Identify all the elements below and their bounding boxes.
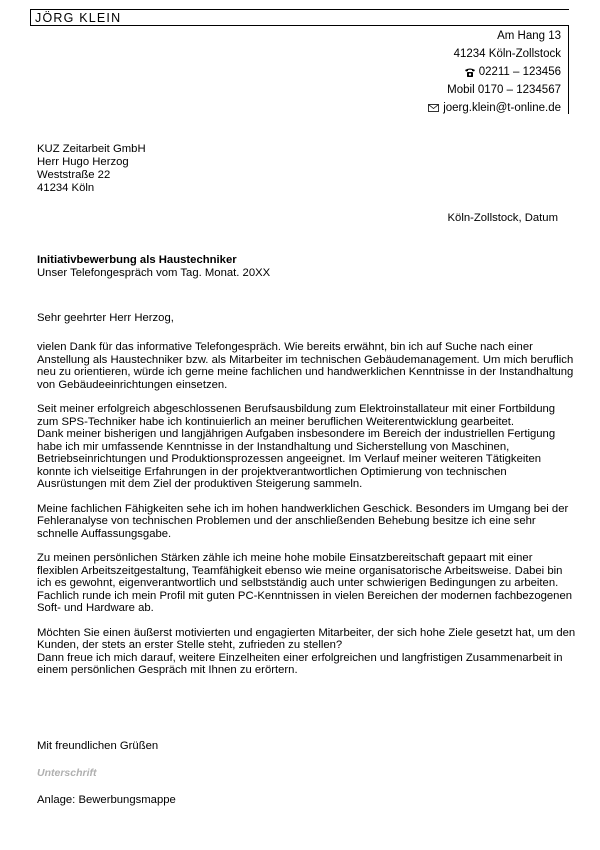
phone-icon [465, 68, 475, 76]
sender-phone-text: 02211 – 123456 [478, 66, 561, 78]
sender-email [369, 99, 561, 117]
recipient-address [37, 143, 146, 195]
letter-body [37, 341, 577, 677]
sender-name: JÖRG KLEIN [30, 9, 569, 26]
recipient-street: Weststraße 22 [37, 169, 111, 181]
subject-reference: Unser Telefongespräch vom Tag. Monat. 20XX [37, 267, 271, 279]
salutation: Sehr geehrter Herr Herzog, [37, 312, 174, 324]
sender-street-text: Am Hang 13 [497, 30, 561, 42]
recipient-city: 41234 Köln [37, 182, 95, 194]
paragraph-intro: vielen Dank für das informative Telefongespräch. Wie bereits erwähnt, bin ich auf Suche nach einer Anstellung als Haustechniker bzw. als Mitarbeiter im technischen Gebäudemanagement. Um mich beruflich neu zu orientieren, würde ich gerne meine fachlichen und handwerklichen Kenntnisse in der Instandhaltung von Gebäudeeinrichtungen einsetzen. [37, 341, 574, 391]
paragraph-strengths: Zu meinen persönlichen Stärken zähle ich meine hohe mobile Einsatzbereitschaft gepaart mit einer flexiblen Arbeitszeitgestaltung, Teamfähigkeit ebenso wie meine organisatorische Arbeitsweise. Dabei bin ich es gewohnt, eigenverantwortlich und selbstständig auch unter schwierigen Bedingungen zu arbeiten. Fachlich runde ich mein Profil mit guten PC-Kenntnissen in vielen Bereichen der modernen fachbezogenen Soft- und Hardware ab. [37, 552, 573, 614]
enclosure: Anlage: Bewerbungsmappe [37, 794, 176, 806]
paragraph-outlook: Dann freue ich mich darauf, weitere Einzelheiten einer erfolgreichen und langfristigen Zusammenarbeit in einem persönlichen Gespräch mit Ihnen zu erörtern. [37, 651, 563, 676]
place-date: Köln-Zollstock, Datum [447, 212, 558, 224]
sender-phone [369, 63, 561, 81]
paragraph-experience: Dank meiner bisherigen und langjährigen Aufgaben insbesondere im Bereich der industriellen Fertigung habe ich mir umfassende Kenntnisse in der Instandhaltung und Sicherstellung von Maschinen, Betriebseinrichtungen und Produktionsprozessen angeeignet. Im Verlauf meiner weiteren Tätigkeiten konnte ich vielseitige Erfahrungen in der projektverantwortlichen Optimierung von technischen Ausrüstungen mit dem Ziel der produktiven Steigerung sammeln. [37, 428, 556, 490]
sender-address-block [369, 26, 569, 114]
envelope-icon [428, 104, 439, 112]
sender-mobile [369, 81, 561, 99]
paragraph-education: Seit meiner erfolgreich abgeschlossenen Berufsausbildung zum Elektroinstallateur mit einer Fortbildung zum SPS-Techniker habe ich kontinuierlich an meiner beruflichen Weiterentwicklung gearbeitet. [37, 403, 556, 428]
recipient-person: Herr Hugo Herzog [37, 156, 129, 168]
signature-placeholder: Unterschrift [37, 767, 97, 779]
sender-city-text: 41234 Köln-Zollstock [453, 48, 561, 60]
sender-mobile-text: Mobil 0170 – 1234567 [447, 84, 561, 96]
sender-street [369, 27, 561, 45]
subject-title: Initiativbewerbung als Haustechniker [37, 254, 237, 266]
recipient-company: KUZ Zeitarbeit GmbH [37, 143, 146, 155]
closing: Mit freundlichen Grüßen [37, 740, 159, 752]
paragraph-question: Möchten Sie einen äußerst motivierten und engagierten Mitarbeiter, der sich hohe Ziele gesetzt hat, um den Kunden, der stets an erster Stelle steht, zufrieden zu stellen? [37, 626, 576, 651]
subject-block [37, 254, 270, 280]
paragraph-skills: Meine fachlichen Fähigkeiten sehe ich im hohen handwerklichen Geschick. Besonders im Umgang bei der Fehleranalyse von technischen Problemen und der anschließenden Behebung besitze ich eine sehr schnelle Auffassungsgabe. [37, 502, 569, 540]
sender-city [369, 45, 561, 63]
sender-email-link[interactable]: joerg.klein@t-online.de [443, 102, 561, 114]
